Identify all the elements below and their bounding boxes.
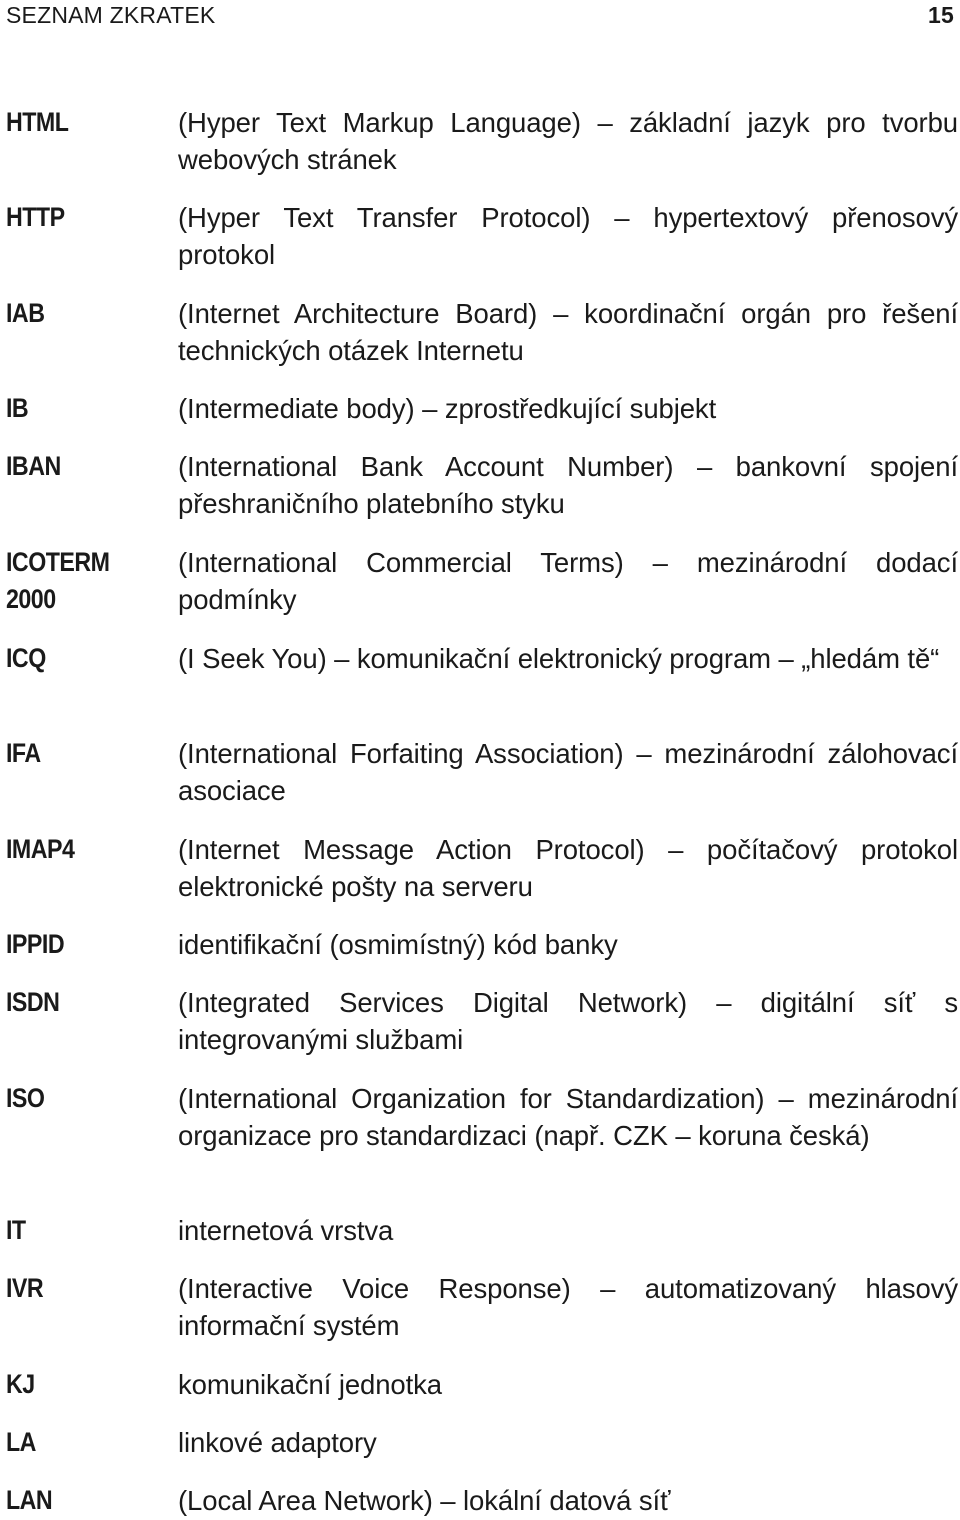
- abbreviation-definition: identifikační (osmimístný) kód banky: [178, 929, 618, 960]
- abbreviation-definition: (Internet Architecture Board) – koordinační orgán pro řešení technických otázek Internetu: [178, 298, 958, 366]
- abbreviation-definition: internetová vrstva: [178, 1215, 394, 1246]
- abbreviation-definition: (Interactive Voice Response) – automatizovaný hlasový informační systém: [178, 1273, 958, 1341]
- abbreviation-definition: komunikační jednotka: [178, 1369, 442, 1400]
- abbreviation-term: IAB: [6, 298, 45, 328]
- abbreviation-term: IPPID: [6, 929, 65, 959]
- abbreviation-term: IBAN: [6, 451, 61, 481]
- abbreviation-term: ISO: [6, 1083, 45, 1113]
- abbreviation-definition: (Integrated Services Digital Network) – digitální síť s integrovanými službami: [178, 987, 958, 1055]
- abbreviation-definition: (International Bank Account Number) – bankovní spojení přeshraničního platebního styku: [178, 451, 958, 519]
- abbreviation-term: ICQ: [6, 643, 46, 673]
- abbreviation-term: IB: [6, 393, 29, 423]
- abbreviation-definition: (Intermediate body) – zprostředkující subjekt: [178, 393, 717, 424]
- abbreviation-term: IVR: [6, 1273, 44, 1303]
- abbreviation-definition: (I Seek You) – komunikační elektronický program – „hledám tě“: [178, 643, 940, 674]
- abbreviation-definition: (Hyper Text Transfer Protocol) – hypertextový přenosový protokol: [178, 202, 958, 270]
- abbreviation-definition: (Hyper Text Markup Language) – základní jazyk pro tvorbu webových stránek: [178, 107, 958, 175]
- section-title: SEZNAM ZKRATEK: [6, 1, 216, 28]
- abbreviation-term: HTML: [6, 107, 69, 137]
- abbreviation-definition: (International Organization for Standardization) – mezinárodní organizace pro standardizaci (např. CZK – koruna česká): [178, 1083, 958, 1151]
- abbreviation-term: KJ: [6, 1369, 35, 1399]
- abbreviation-term: LAN: [6, 1485, 53, 1515]
- abbreviation-term: IT: [6, 1215, 26, 1245]
- abbreviation-definition: (Internet Message Action Protocol) – počítačový protokol elektronické pošty na serveru: [178, 834, 958, 902]
- page-number: 15: [928, 1, 954, 28]
- abbreviation-definition: (International Forfaiting Association) – mezinárodní zálohovací asociace: [178, 738, 958, 806]
- abbreviation-definition: (Local Area Network) – lokální datová síť: [178, 1485, 671, 1516]
- abbreviation-term: ISDN: [6, 987, 60, 1017]
- abbreviation-term: IFA: [6, 738, 41, 768]
- abbreviation-term: IMAP4: [6, 834, 75, 864]
- abbreviation-term: LA: [6, 1427, 36, 1457]
- abbreviation-definition: (International Commercial Terms) – mezinárodní dodací podmínky: [178, 547, 958, 615]
- abbreviation-term: ICOTERM 2000: [6, 547, 110, 614]
- abbreviation-definition: linkové adaptory: [178, 1427, 377, 1458]
- abbreviation-term: HTTP: [6, 202, 65, 232]
